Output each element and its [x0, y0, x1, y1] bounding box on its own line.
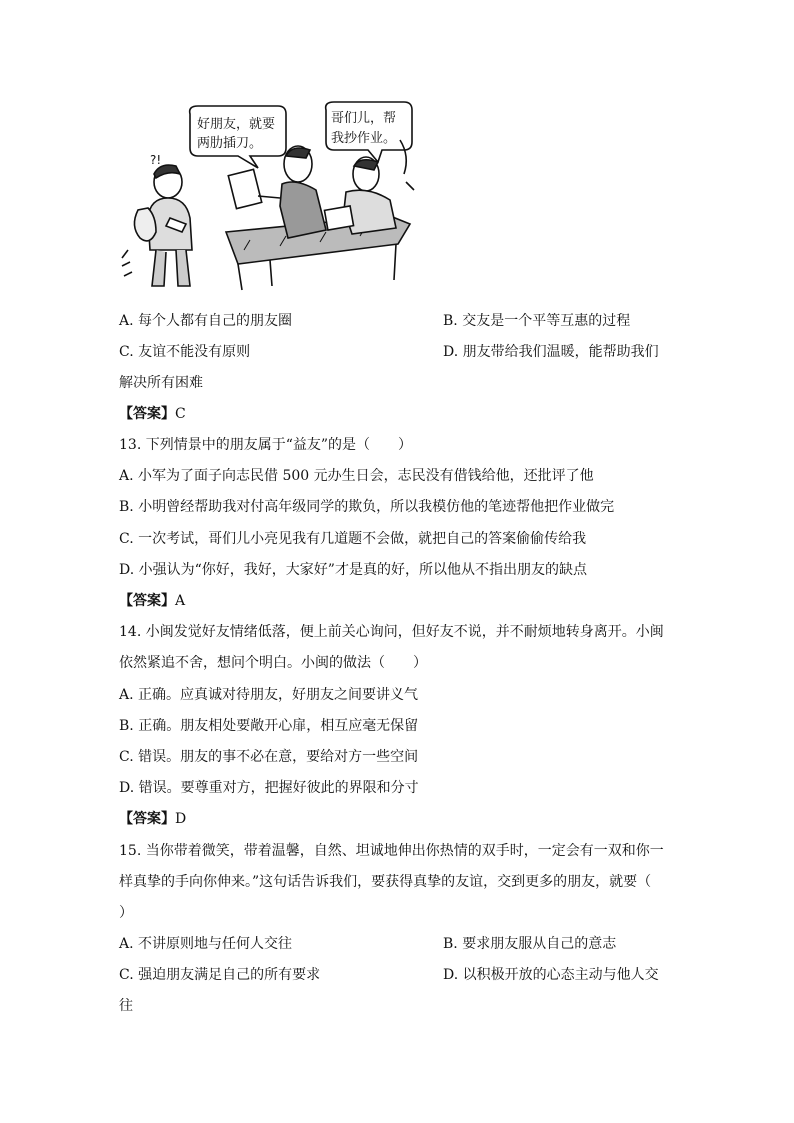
q14-option-b: B. 正确。朋友相处要敞开心扉，相互应毫无保留 — [119, 718, 419, 734]
q13-stem: 13. 下列情景中的朋友属于“益友”的是（ ） — [119, 437, 413, 453]
q13-option-d: D. 小强认为“你好，我好，大家好”才是真的好，所以他从不指出朋友的缺点 — [119, 562, 587, 578]
q13-option-b: B. 小明曾经帮助我对付高年级同学的欺负，所以我模仿他的笔迹帮他把作业做完 — [119, 499, 615, 515]
q15-option-d-continued: 往 — [119, 998, 133, 1014]
bubble-right-line2: 我抄作业。 — [331, 131, 397, 146]
q13-answer — [119, 591, 185, 611]
answer-value: D — [175, 811, 187, 827]
confused-boy-figure — [122, 165, 192, 286]
q15-stem-line1: 15. 当你带着微笑，带着温馨，自然、坦诚地伸出你热情的双手时，一定会有一双和你一 — [119, 843, 664, 859]
q12-option-d-continued: 解决所有困难 — [119, 375, 203, 391]
q12-option-b: B. 交友是一个平等互惠的过程 — [443, 313, 631, 329]
q12-option-a: A. 每个人都有自己的朋友圈 — [119, 313, 293, 329]
q14-option-c: C. 错误。朋友的事不必在意，要给对方一些空间 — [119, 749, 419, 765]
answer-value: C — [175, 406, 186, 422]
confusion-marks: ?! — [150, 153, 162, 167]
q14-answer — [119, 809, 186, 829]
q14-option-a: A. 正确。应真诚对待朋友，好朋友之间要讲义气 — [119, 687, 419, 703]
q15-option-b: B. 要求朋友服从自己的意志 — [443, 936, 617, 952]
q14-stem-line1: 14. 小闽发觉好友情绪低落，便上前关心询问，但好友不说，并不耐烦地转身离开。小闽 — [119, 624, 664, 640]
q15-option-c: C. 强迫朋友满足自己的所有要求 — [119, 967, 321, 983]
q14-option-d: D. 错误。要尊重对方，把握好彼此的界限和分寸 — [119, 780, 419, 796]
cartoon-illustration — [120, 100, 416, 294]
q15-option-d: D. 以积极开放的心态主动与他人交 — [443, 967, 659, 983]
answer-value: A — [175, 593, 186, 609]
bubble-left-line2: 两肋插刀。 — [197, 136, 263, 151]
bubble-left-line1: 好朋友，就要 — [197, 117, 276, 132]
bubble-right-line1: 哥们儿，帮 — [331, 111, 397, 126]
q13-option-a: A. 小军为了面子向志民借 500 元办生日会，志民没有借钱给他，还批评了他 — [119, 468, 594, 484]
q12-answer — [119, 404, 186, 424]
q15-stem-line3: ） — [119, 905, 133, 921]
answer-label: 【答案】 — [119, 811, 175, 827]
answer-label: 【答案】 — [119, 593, 175, 609]
q15-stem-line2: 样真挚的手向你伸来。”这句话告诉我们，要获得真挚的友谊，交到更多的朋友，就要（ — [119, 874, 652, 890]
q12-option-d: D. 朋友带给我们温暖，能帮助我们 — [443, 344, 659, 360]
q15-option-a: A. 不讲原则地与任何人交往 — [119, 936, 293, 952]
q13-option-c: C. 一次考试，哥们儿小亮见我有几道题不会做，就把自己的答案偷偷传给我 — [119, 531, 587, 547]
q12-option-c: C. 友谊不能没有原则 — [119, 344, 251, 360]
q14-stem-line2: 依然紧追不舍，想问个明白。小闽的做法（ ） — [119, 655, 427, 671]
answer-label: 【答案】 — [119, 406, 175, 422]
